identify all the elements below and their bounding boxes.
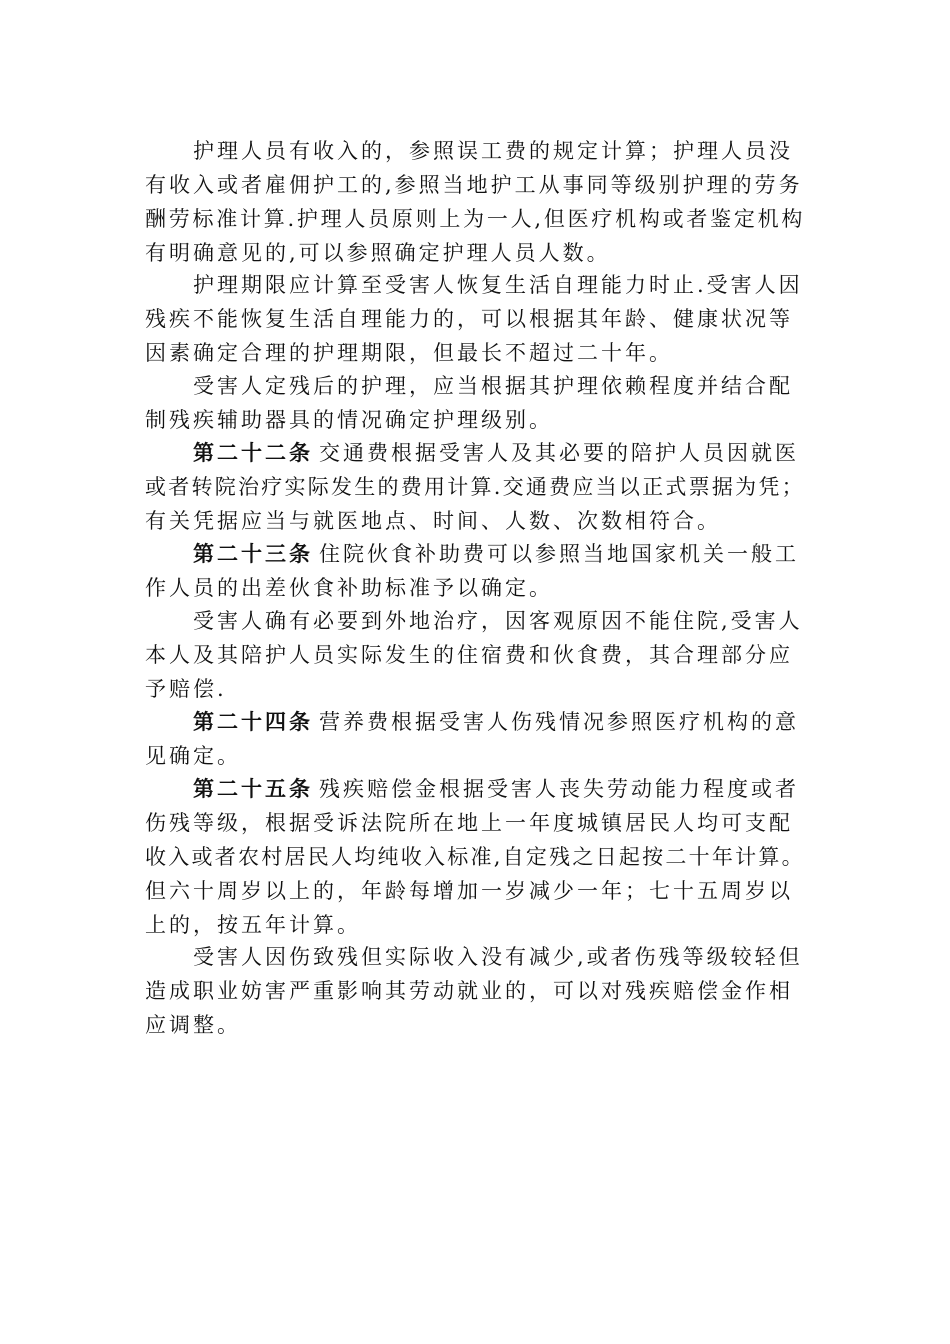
text-line: 伤残等级，根据受诉法院所在地上一年度城镇居民人均可支配: [145, 811, 793, 835]
text-line: 酬劳标准计算.护理人员原则上为一人,但医疗机构或者鉴定机构: [145, 207, 806, 231]
article-number: 第二十四条: [193, 710, 313, 734]
text-line: [145, 705, 810, 739]
text-line: 有明确意见的,可以参照确定护理人员人数。: [145, 241, 611, 265]
text-line: 或者转院治疗实际发生的费用计算.交通费应当以正式票据为凭；: [145, 475, 805, 499]
text-line: 收入或者农村居民人均纯收入标准,自定残之日起按二十年计算。: [145, 845, 805, 869]
paragraph-nursing-fee: [145, 134, 810, 270]
text-line: 有收入或者雇佣护工的,参照当地护工从事同等级别护理的劳务: [145, 173, 803, 197]
text-line: 受害人定残后的护理，应当根据其护理依赖程度并结合配: [193, 374, 793, 398]
text-line: 护理期限应计算至受害人恢复生活自理能力时止.受害人因: [193, 273, 803, 297]
article-text: 交通费根据受害人及其必要的陪护人员因就医: [319, 441, 799, 465]
article-25: [145, 772, 810, 942]
text-line: 制残疾辅助器具的情况确定护理级别。: [145, 408, 553, 432]
text-line: 予赔偿.: [145, 677, 227, 701]
article-22: [145, 436, 810, 538]
text-line: 见确定。: [145, 744, 241, 768]
paragraph-accommodation: [145, 604, 810, 706]
text-line: 护理人员有收入的，参照误工费的规定计算；护理人员没: [193, 139, 793, 163]
text-line: [145, 537, 810, 571]
article-number: 第二十二条: [193, 441, 313, 465]
article-number: 第二十三条: [193, 542, 313, 566]
text-line: 受害人确有必要到外地治疗，因客观原因不能住院,受害人: [193, 609, 803, 633]
text-line: 受害人因伤致残但实际收入没有减少,或者伤残等级较轻但: [193, 945, 803, 969]
text-line: 残疾不能恢复生活自理能力的，可以根据其年龄、健康状况等: [145, 307, 793, 331]
text-line: 因素确定合理的护理期限，但最长不超过二十年。: [145, 341, 673, 365]
article-24: [145, 705, 810, 773]
paragraph-compensation-adjust: [145, 940, 810, 1042]
text-line: 上的，按五年计算。: [145, 913, 361, 937]
article-number: 第二十五条: [193, 777, 313, 801]
text-line: 造成职业妨害严重影响其劳动就业的，可以对残疾赔偿金作相: [145, 979, 793, 1003]
text-line: 作人员的出差伙食补助标准予以确定。: [145, 576, 553, 600]
text-line: [145, 772, 810, 806]
text-line: 有关凭据应当与就医地点、时间、人数、次数相符合。: [145, 509, 721, 533]
article-text: 残疾赔偿金根据受害人丧失劳动能力程度或者: [319, 777, 799, 801]
text-line: [145, 436, 810, 470]
article-23: [145, 537, 810, 605]
paragraph-nursing-level: [145, 369, 810, 437]
article-text: 营养费根据受害人伤残情况参照医疗机构的意: [319, 710, 799, 734]
text-line: 但六十周岁以上的，年龄每增加一岁减少一年；七十五周岁以: [145, 879, 793, 903]
article-text: 住院伙食补助费可以参照当地国家机关一般工: [319, 542, 799, 566]
text-line: 本人及其陪护人员实际发生的住宿费和伙食费，其合理部分应: [145, 643, 793, 667]
paragraph-nursing-period: [145, 268, 810, 370]
text-line: 应调整。: [145, 1013, 241, 1037]
